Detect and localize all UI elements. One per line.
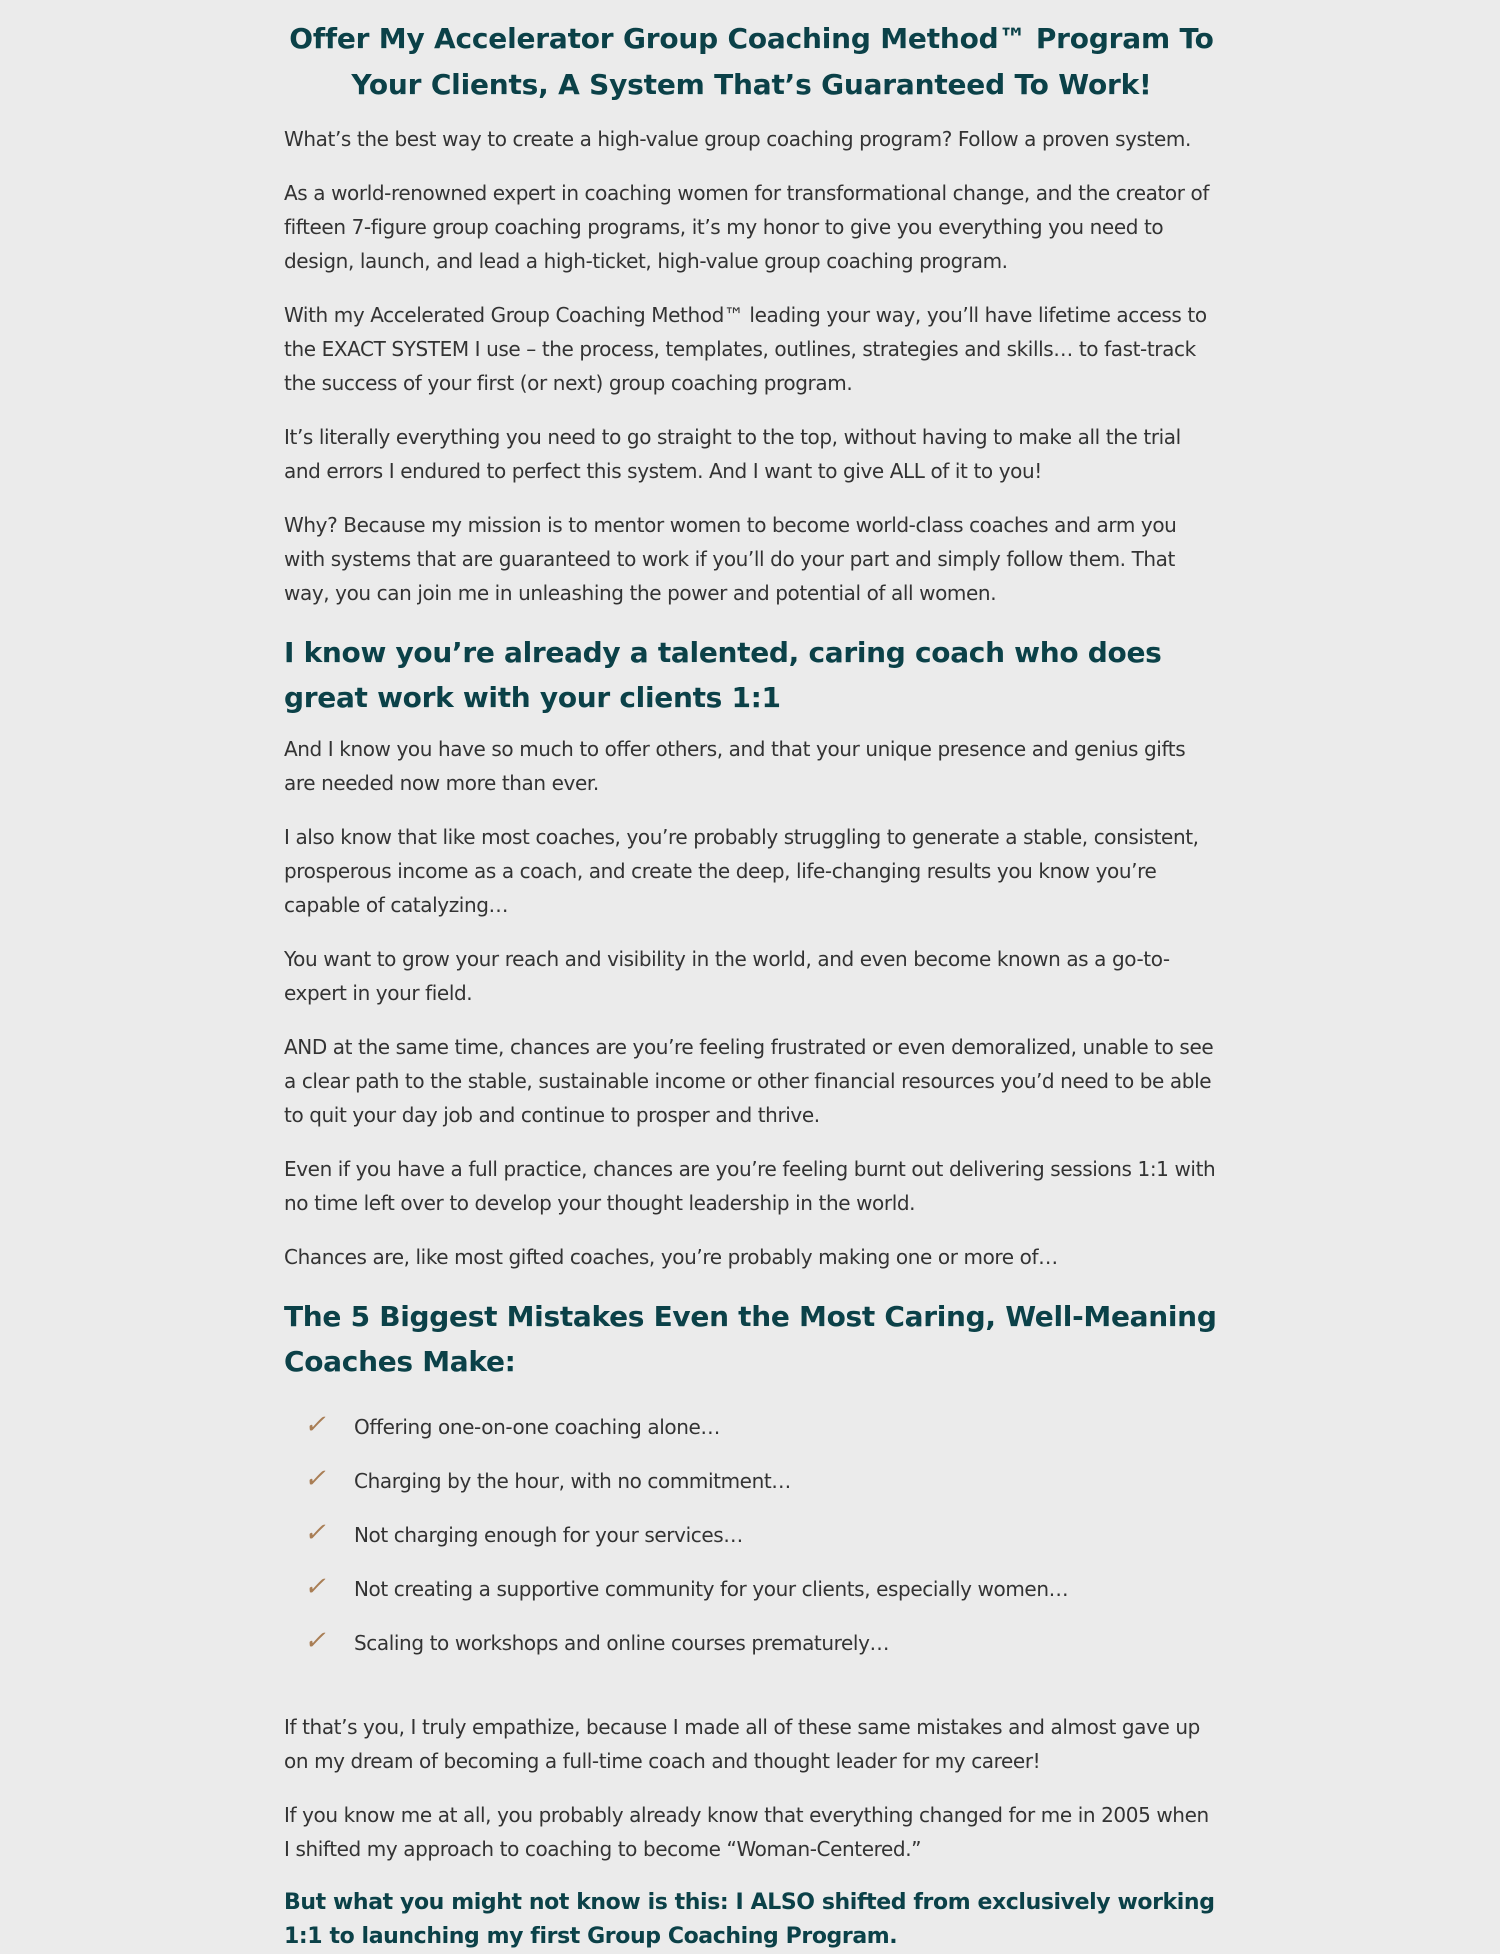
mistake-list-item: [284, 1518, 1219, 1572]
page-content: [284, 0, 1219, 1954]
mistake-text: Offering one-on-one coaching alone…: [354, 1415, 720, 1439]
intro-paragraph-4: It’s literally everything you need to go straight to the top, without having to make all the trial and errors I endured to perfect this system. And I want to give ALL of it to you!: [284, 425, 1181, 483]
intro-paragraph-3: With my Accelerated Group Coaching Method™ leading your way, you’ll have lifetime access to the EXACT SYSTEM I use – the process, templates, outlines, strategies and skills… to fast-track the success of your first (or next) group coaching program.: [284, 303, 1207, 395]
mistake-text: Scaling to workshops and online courses prematurely…: [354, 1631, 890, 1655]
mistake-list-item: [284, 1572, 1219, 1626]
mistake-list-item: [284, 1464, 1219, 1518]
checkmark-icon: ✓: [304, 1410, 326, 1440]
woman-centered-paragraph: If you know me at all, you probably already know that everything changed for me in 2005 when I shifted my approach to coaching to become “Woman-Centered.”: [284, 1803, 1209, 1861]
checkmark-icon: ✓: [304, 1518, 326, 1548]
coach-paragraph-4: AND at the same time, chances are you’re feeling frustrated or even demoralized, unable to see a clear path to the stable, sustainable income or other financial resources you’d need to be able to quit your day job and continue to prosper and thrive.: [284, 1035, 1214, 1127]
mistake-text: Not creating a supportive community for your clients, especially women…: [354, 1577, 1069, 1601]
mistakes-heading: The 5 Biggest Mistakes Even the Most Caring, Well-Meaning Coaches Make:: [284, 1300, 1217, 1378]
empathize-paragraph: If that’s you, I truly empathize, because I made all of these same mistakes and almost gave up on my dream of becoming a full-time coach and thought leader for my career!: [284, 1715, 1200, 1773]
intro-paragraph-5: Why? Because my mission is to mentor women to become world-class coaches and arm you with systems that are guaranteed to work if you’ll do your part and simply follow them. That way, you can join me in unleashing the power and potential of all women.: [284, 513, 1177, 605]
checkmark-icon: ✓: [304, 1572, 326, 1602]
intro-paragraph-1: What’s the best way to create a high-value group coaching program? Follow a proven system.: [284, 127, 1191, 151]
checkmark-icon: ✓: [304, 1464, 326, 1494]
mistakes-list: [284, 1410, 1219, 1680]
group-coaching-callout: But what you might not know is this: I ALSO shifted from exclusively working 1:1 to launching my first Group Coaching Program.: [284, 1890, 1215, 1949]
mistake-list-item: [284, 1410, 1219, 1464]
coach-paragraph-3: You want to grow your reach and visibility in the world, and even become known as a go-to-expert in your field.: [284, 947, 1170, 1005]
checkmark-icon: ✓: [304, 1626, 326, 1656]
coach-paragraph-6: Chances are, like most gifted coaches, you’re probably making one or more of…: [284, 1245, 1058, 1269]
mistake-list-item: [284, 1626, 1219, 1680]
coach-paragraph-5: Even if you have a full practice, chances are you’re feeling burnt out delivering sessions 1:1 with no time left over to develop your thought leadership in the world.: [284, 1157, 1216, 1215]
mistake-text: Charging by the hour, with no commitment…: [354, 1469, 791, 1493]
talented-coach-section: [284, 630, 1219, 1274]
talented-coach-heading: I know you’re already a talented, caring coach who does great work with your clients 1:1: [284, 636, 1162, 714]
coach-paragraph-1: And I know you have so much to offer others, and that your unique presence and genius gifts are needed now more than ever.: [284, 737, 1186, 795]
mistakes-section: [284, 1294, 1219, 1954]
intro-paragraph-2: As a world-renowned expert in coaching women for transformational change, and the creator of fifteen 7-figure group coaching programs, it’s my honor to give you everything you need to design, launch, and lead a high-ticket, high-value group coaching program.: [284, 181, 1210, 273]
page-title: Offer My Accelerator Group Coaching Method™ Program To Your Clients, A System That’s Guaranteed To Work!: [289, 22, 1214, 101]
intro-section: [284, 122, 1219, 610]
mistake-text: Not charging enough for your services…: [354, 1523, 743, 1547]
coach-paragraph-2: I also know that like most coaches, you’re probably struggling to generate a stable, consistent, prosperous income as a coach, and create the deep, life-changing results you know you’re capable of catalyzing…: [284, 825, 1199, 917]
